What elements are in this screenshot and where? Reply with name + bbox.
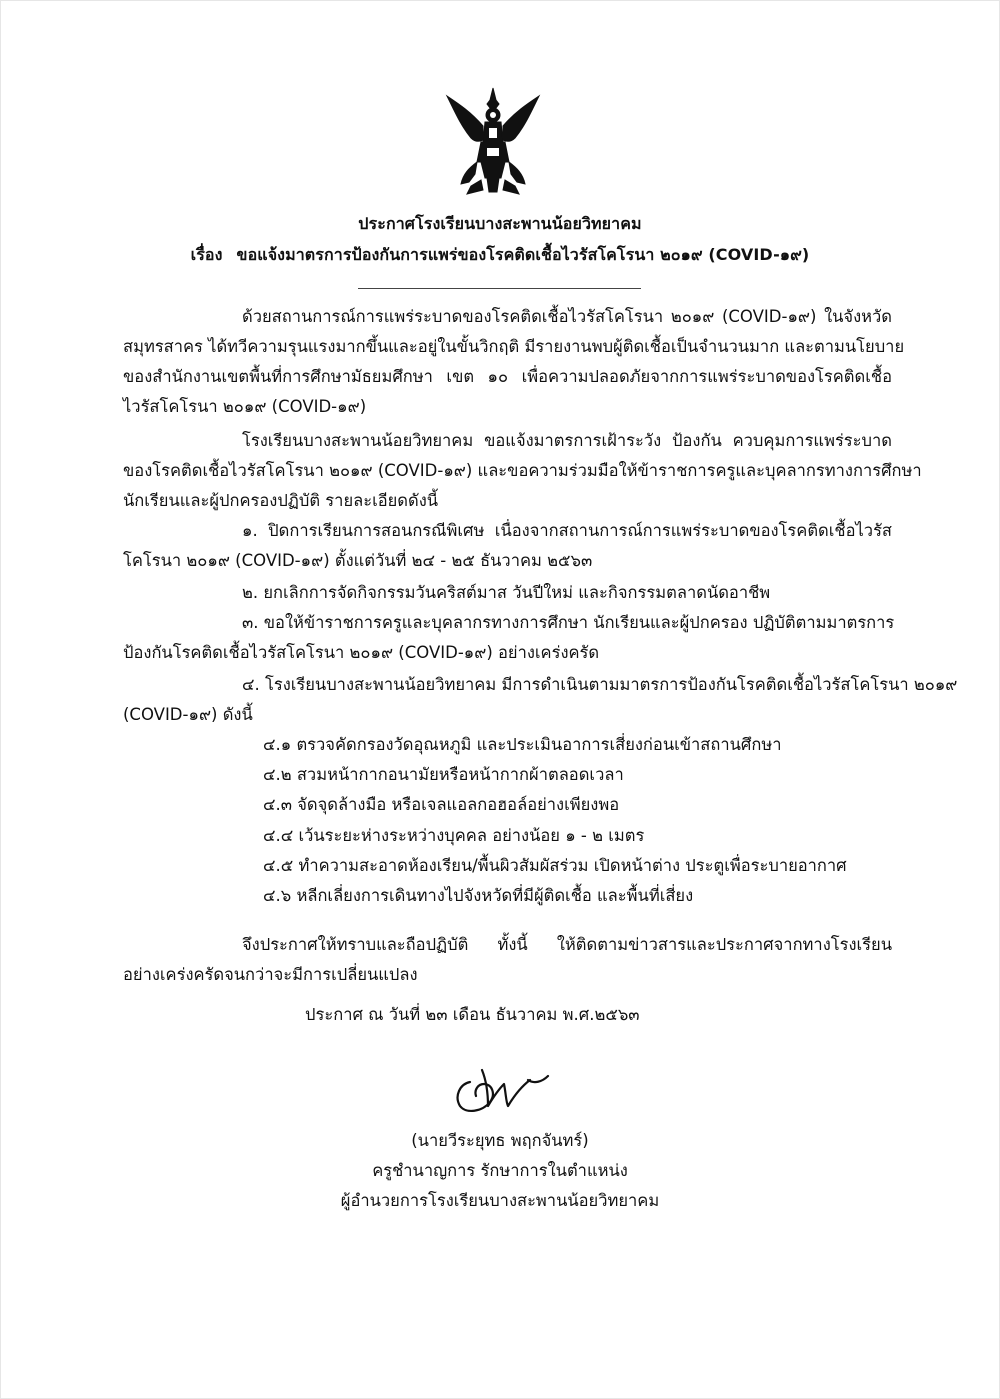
signer-name: (นายวีระยุทธ พฤกจันทร์) (411, 1131, 589, 1150)
paragraph-line: สมุทรสาคร ได้ทวีความรุนแรงมากขึ้นและอยู่ในขั้นวิกฤติ มีรายงานพบผู้ติดเชื้อเป็นจำนวนมาก และตามนโยบาย (123, 337, 905, 356)
paragraph-line: โรงเรียนบางสะพานน้อยวิทยาคม ขอแจ้งมาตรการเฝ้าระวัง ป้องกัน ควบคุมการแพร่ระบาด (242, 431, 892, 450)
sub-item: ๔.๓ จัดจุดล้างมือ หรือเจลแอลกอฮอล์อย่างเพียงพอ (263, 795, 620, 814)
signer-title: ผู้อำนวยการโรงเรียนบางสะพานน้อยวิทยาคม (340, 1191, 660, 1210)
sub-item: ๔.๒ สวมหน้ากากอนามัยหรือหน้ากากผ้าตลอดเวลา (263, 765, 624, 784)
title-underline (358, 288, 641, 289)
paragraph-line: ด้วยสถานการณ์การแพร่ระบาดของโรคติดเชื้อไวรัสโคโรนา ๒๐๑๙ (COVID-๑๙) ในจังหวัด (242, 307, 892, 326)
subject-text: ขอแจ้งมาตรการป้องกันการแพร่ของโรคติดเชื้อไวรัสโคโรนา ๒๐๑๙ (COVID-๑๙) (236, 245, 810, 264)
paragraph-line: ไวรัสโคโรนา ๒๐๑๙ (COVID-๑๙) (123, 397, 367, 416)
list-item-3: ๓. ขอให้ข้าราชการครูและบุคลากรทางการศึกษา นักเรียนและผู้ปกครอง ปฏิบัติตามมาตรการ (242, 613, 895, 632)
list-item-4: ๔. โรงเรียนบางสะพานน้อยวิทยาคม มีการดำเนินตามมาตรการป้องกันโรคติดเชื้อไวรัสโคโรนา ๒๐๑๙ (242, 675, 958, 694)
signer-position: ครูชำนาญการ รักษาการในตำแหน่ง (372, 1161, 628, 1180)
list-item-1: ๑. ปิดการเรียนการสอนกรณีพิเศษ เนื่องจากสถานการณ์การแพร่ระบาดของโรคติดเชื้อไวรัส (242, 521, 892, 540)
announcement-subject (0, 243, 1000, 268)
paragraph-line: นักเรียนและผู้ปกครองปฏิบัติ รายละเอียดดังนี้ (123, 491, 439, 510)
garuda-emblem-icon (441, 82, 545, 200)
list-item-4-cont: (COVID-๑๙) ดังนี้ (123, 705, 253, 724)
subject-label: เรื่อง (190, 245, 223, 264)
sub-item: ๔.๑ ตรวจคัดกรองวัดอุณหภูมิ และประเมินอาการเสี่ยงก่อนเข้าสถานศึกษา (263, 735, 782, 754)
signature-icon (442, 1062, 562, 1120)
sub-item: ๔.๔ เว้นระยะห่างระหว่างบุคคล อย่างน้อย ๑ - ๒ เมตร (263, 826, 645, 845)
paragraph-line: ของโรคติดเชื้อไวรัสโคโรนา ๒๐๑๙ (COVID-๑๙) และขอความร่วมมือให้ข้าราชการครูและบุคลากรทางการศึกษา (123, 461, 922, 480)
announcement-date: ประกาศ ณ วันที่ ๒๓ เดือน ธันวาคม พ.ศ.๒๕๖๓ (305, 1005, 640, 1024)
sub-item: ๔.๕ ทำความสะอาดห้องเรียน/พื้นผิวสัมผัสร่วม เปิดหน้าต่าง ประตูเพื่อระบายอากาศ (263, 856, 847, 875)
closing-line: อย่างเคร่งครัดจนกว่าจะมีการเปลี่ยนแปลง (123, 965, 418, 984)
sub-item: ๔.๖ หลีกเลี่ยงการเดินทางไปจังหวัดที่มีผู้ติดเชื้อ และพื้นที่เสี่ยง (263, 886, 694, 905)
list-item-1-cont: โคโรนา ๒๐๑๙ (COVID-๑๙) ตั้งแต่วันที่ ๒๔ - ๒๕ ธันวาคม ๒๕๖๓ (123, 551, 593, 570)
list-item-2: ๒. ยกเลิกการจัดกิจกรรมวันคริสต์มาส วันปีใหม่ และกิจกรรมตลาดนัดอาชีพ (242, 583, 771, 602)
list-item-3-cont: ป้องกันโรคติดเชื้อไวรัสโคโรนา ๒๐๑๙ (COVID-๑๙) อย่างเคร่งครัด (123, 643, 600, 662)
paragraph-line: ของสำนักงานเขตพื้นที่การศึกษามัธยมศึกษา เขต ๑๐ เพื่อความปลอดภัยจากการแพร่ระบาดของโรคติดเชื้อ (123, 367, 892, 386)
announcement-title: ประกาศโรงเรียนบางสะพานน้อยวิทยาคม (358, 214, 642, 233)
closing-line: จึงประกาศให้ทราบและถือปฏิบัติ ทั้งนี้ ให้ติดตามข่าวสารและประกาศจากทางโรงเรียน (242, 935, 892, 954)
